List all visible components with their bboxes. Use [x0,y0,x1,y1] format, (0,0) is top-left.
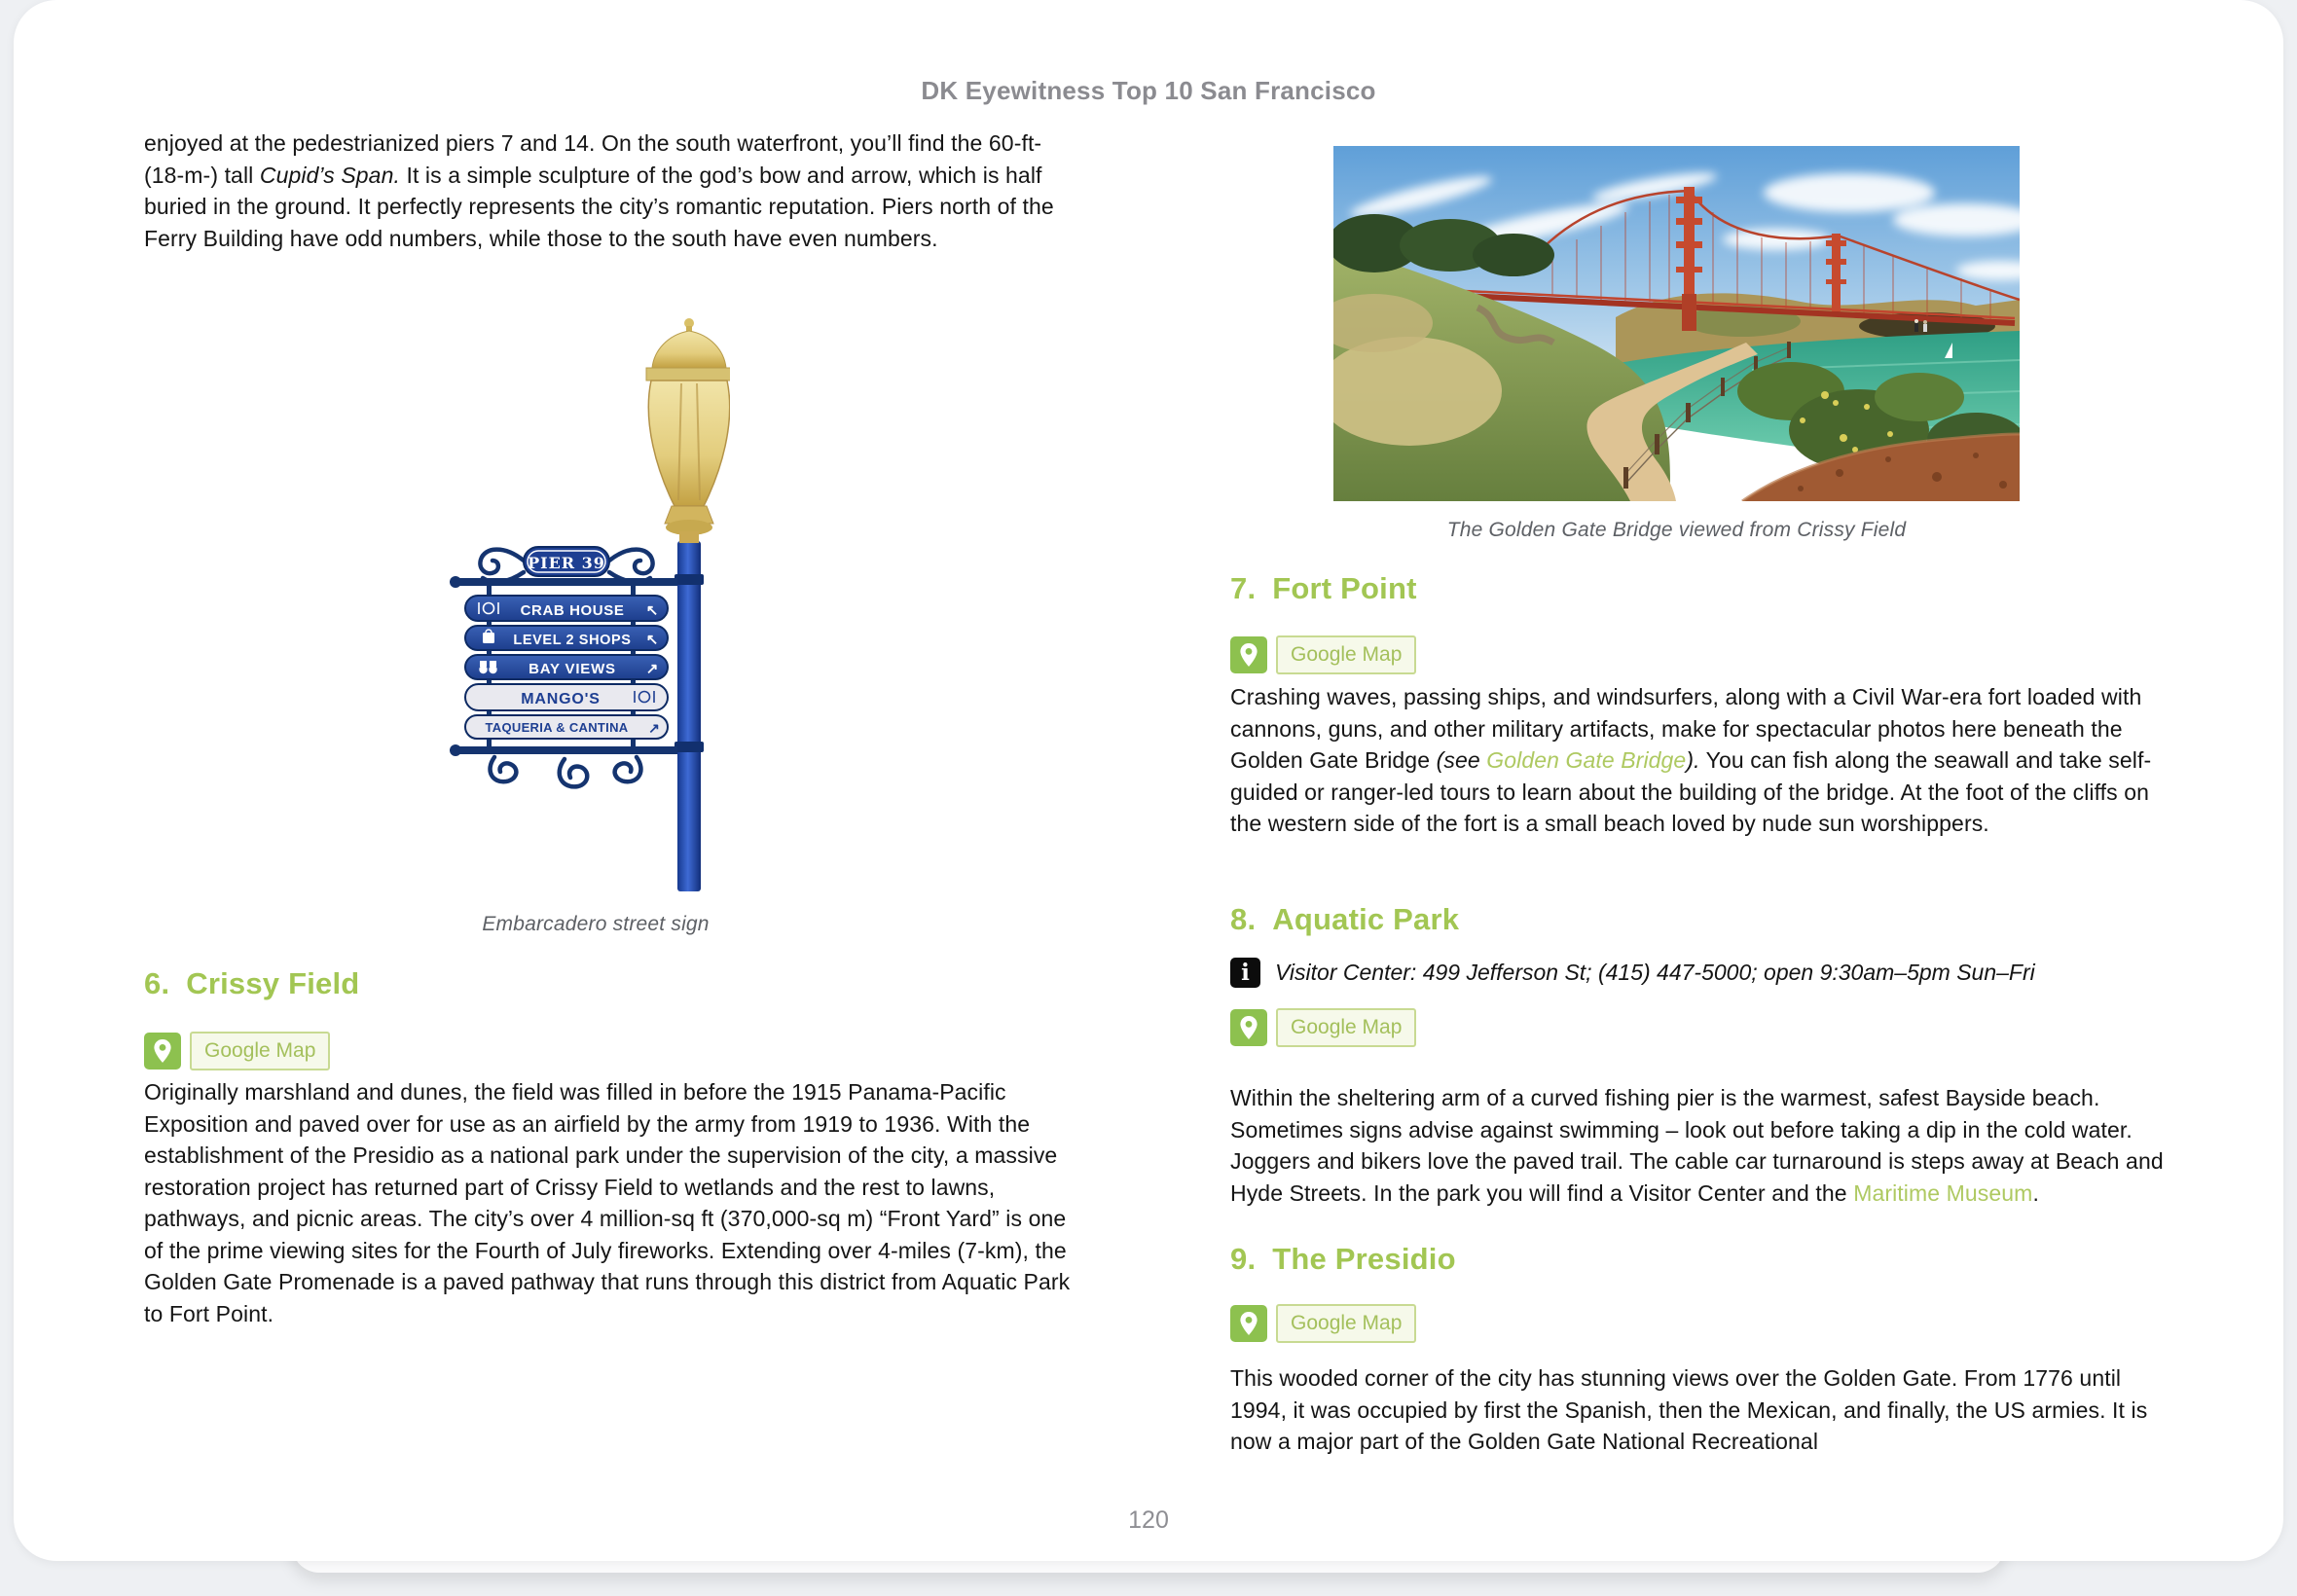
fort-text-before: Crashing waves, passing ships, and windsurfers, along with a Civil War-era fort loaded with cannons, guns, and other military artifacts, make for spectacular photos here beneath the Golden Gate Bridge [1230,684,2142,773]
map-pin-icon [144,1033,181,1070]
blade-label: BAY VIEWS [529,661,616,677]
arrow-up-right-icon: ↗ [648,720,660,736]
street-lamp-icon [646,318,730,543]
aquatic-park-paragraph [1230,1082,2170,1209]
crissy-field-paragraph: Originally marshland and dunes, the field was filled in before the 1915 Panama-Pacific Exposition and paved over for use as an airfield by the army from 1919 to 1936. With the establishment of the Presidio as a national park under the supervision of the city, a massive restoration project has returned part of Crissy Field to wetlands and the rest to lawns, pathways, and picnic areas. The city’s over 4 million-sq ft (370,000-sq m) “Front Yard” is one of the prime viewing sites for the Fourth of July fireworks. Extending over 4-miles (7-km), the Golden Gate Promenade is a paved pathway that runs through this district from Aquatic Park to Fort Point. [144,1079,1071,1326]
google-map-label[interactable]: Google Map [1276,1008,1416,1047]
section-title: Fort Point [1272,571,1417,605]
section-heading-fort-point [1230,571,1417,606]
golden-gate-bridge-photo [1333,146,2020,501]
map-pin-icon [1230,1009,1267,1046]
pier-39-label: PIER 39 [528,554,605,572]
arrow-up-right-icon: ↗ [645,661,659,677]
visitor-info-text: Visitor Center: 499 Jefferson St; (415) 447-5000; open 9:30am–5pm Sun–Fri [1275,960,2035,985]
sign-blade-level-2-shops [465,626,668,650]
intro-text-italic: Cupid’s Span. [259,162,400,188]
blade-label: MANGO'S [521,691,601,707]
sign-blade-mangos [465,684,668,710]
aquatic-text-before: Within the sheltering arm of a curved fishing pier is the warmest, safest Bayside beach. Sometimes signs advise against swimming – look out before taking a dip in the cold water. Joggers and bikers love the paved trail. The cable car turnaround is steps away at Beach and Hyde Streets. In the park you will find a Visitor Center and the [1230,1085,2164,1206]
fort-point-paragraph [1230,681,2170,840]
street-sign-caption: Embarcadero street sign [482,913,710,935]
intro-text-after: It is a simple sculpture of the god’s bow and arrow, which is half buried in the ground. It perfectly represents the city’s romantic reputation. Piers north of the Ferry Building have odd numbers, while those to the south have even numbers. [144,162,1054,251]
info-icon: i [1230,958,1260,988]
google-map-button-crissy[interactable] [144,1032,330,1070]
aquatic-text-after: . [2032,1179,2039,1206]
section-heading-the-presidio [1230,1242,1456,1277]
see-reference: (see [1436,747,1487,773]
section-number: 8. [1230,902,1257,936]
google-map-button-presidio[interactable] [1230,1304,1416,1343]
google-map-button-aquatic-park[interactable] [1230,1008,1416,1047]
photo-caption: The Golden Gate Bridge viewed from Crissy Field [1446,519,1907,541]
sign-blade-taqueria-cantina [465,715,668,739]
book-title: DK Eyewitness Top 10 San Francisco [921,76,1376,105]
section-number: 9. [1230,1242,1257,1276]
map-pin-icon [1230,1305,1267,1342]
section-number: 6. [144,966,170,1000]
arrow-up-left-icon: ↖ [645,632,659,648]
sign-blade-crab-house [465,596,668,621]
section-title: Crissy Field [186,966,360,1000]
section-heading-aquatic-park [1230,902,1459,937]
google-map-label[interactable]: Google Map [190,1032,330,1070]
section-number: 7. [1230,571,1257,605]
sign-blade-bay-views [465,655,668,679]
intro-paragraph [144,127,1073,254]
sign-bottom-scrollwork [491,757,641,786]
visitor-info-row [1230,958,2035,988]
section-heading-crissy-field [144,966,359,1001]
presidio-paragraph: This wooded corner of the city has stunning views over the Golden Gate. From 1776 until 1994, it was occupied by first the Spanish, then the Mexican, and finally, the US armies. It is now a major part of the Golden Gate National Recreational [1230,1365,2148,1454]
section-title: The Presidio [1272,1242,1456,1276]
page-number: 120 [1128,1506,1169,1534]
map-pin-icon [1230,636,1267,673]
google-map-button-fort-point[interactable] [1230,635,1416,674]
blade-label: TAQUERIA & CANTINA [485,720,629,735]
see-reference-close: ). [1686,747,1700,773]
google-map-label[interactable]: Google Map [1276,635,1416,674]
google-map-label[interactable]: Google Map [1276,1304,1416,1343]
embarcadero-street-sign-illustration [438,313,730,895]
arrow-up-left-icon: ↖ [645,602,659,619]
lamp-pole [675,541,704,891]
golden-gate-bridge-link[interactable]: Golden Gate Bridge [1486,747,1687,773]
blade-label: LEVEL 2 SHOPS [513,633,632,648]
section-title: Aquatic Park [1272,902,1460,936]
fort-text-after: You can fish along the seawall and take self-guided or ranger-led tours to learn about the building of the bridge. At the foot of the cliffs on the western side of the fort is a small beach loved by nude sun worshippers. [1230,747,2152,836]
book-page [14,0,2283,1561]
blade-label: CRAB HOUSE [520,602,625,619]
pier-39-capsule [524,547,609,576]
intro-text-before: enjoyed at the pedestrianized piers 7 and 14. On the south waterfront, you’ll find the 60-ft- (18-m-) tall [144,130,1042,188]
maritime-museum-link[interactable]: Maritime Museum [1853,1179,2033,1206]
